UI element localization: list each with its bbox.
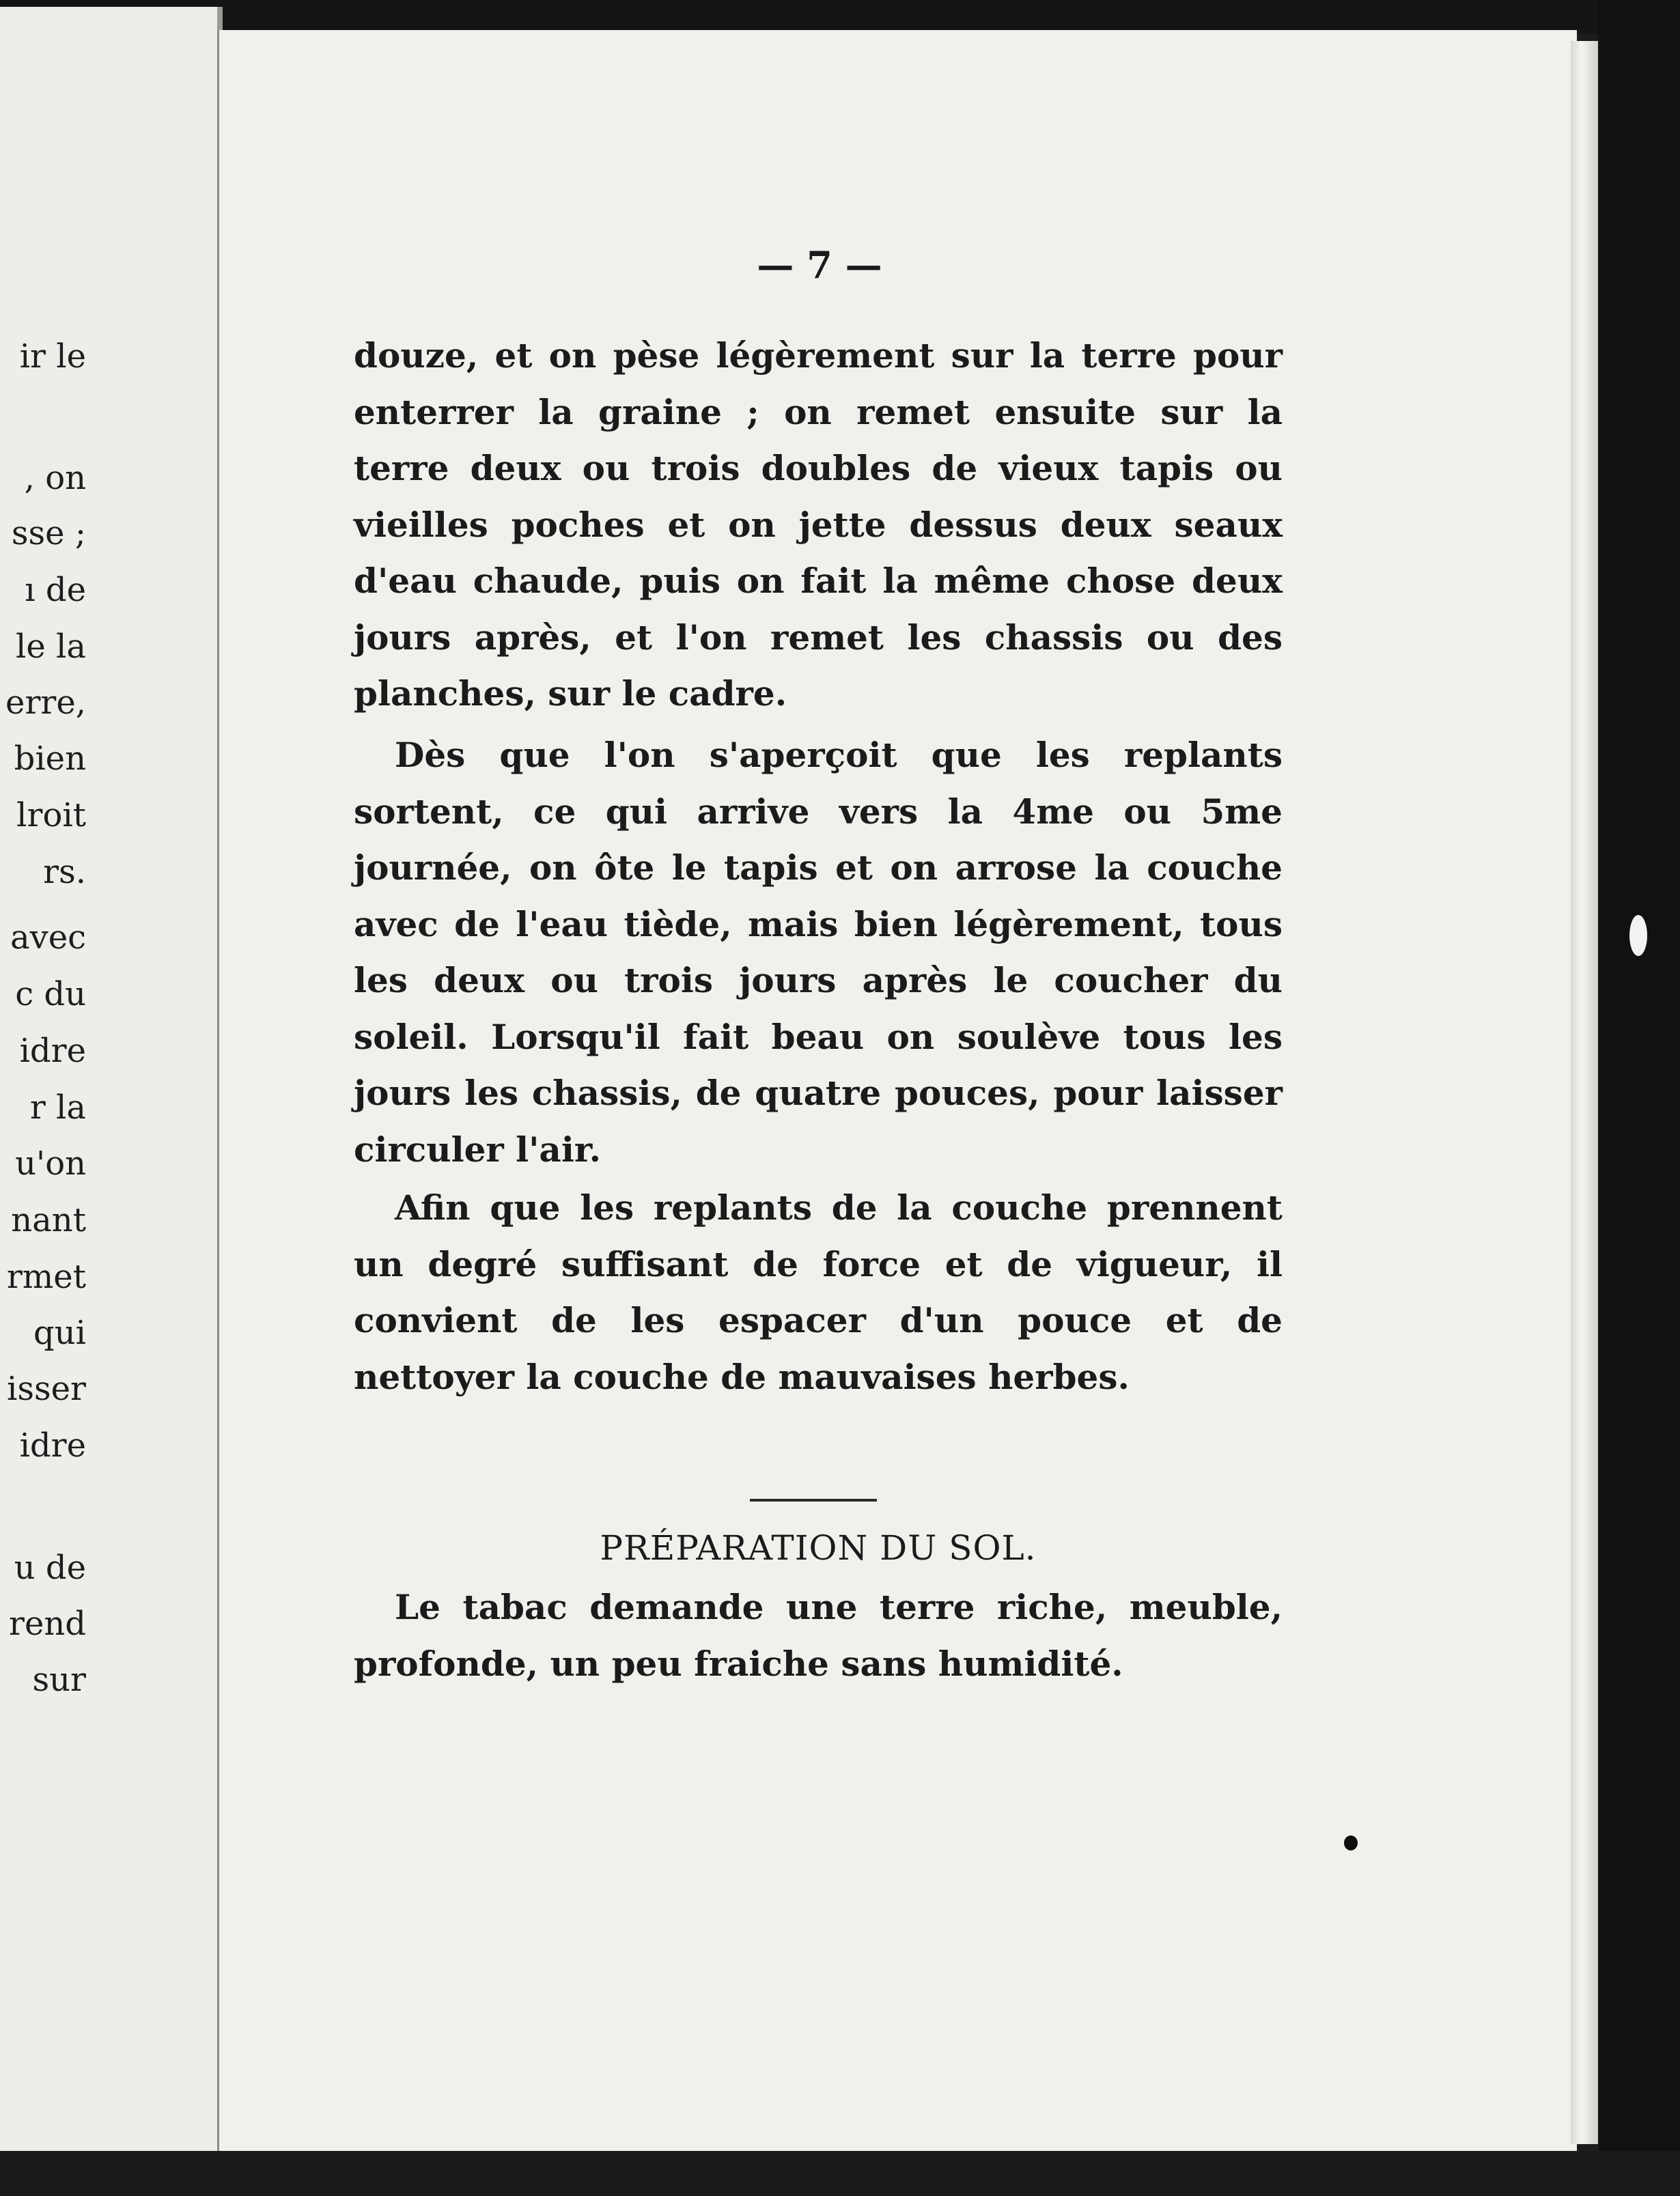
left-page-fragment: , on [24, 459, 86, 497]
left-page-fragment: le la [16, 628, 86, 666]
left-page-fragment: idre [19, 1032, 86, 1070]
scan-border-bottom [0, 2151, 1680, 2196]
scan-border-top [0, 0, 1680, 34]
left-page-fragment: lroit [16, 796, 86, 834]
left-page-fragment: rs. [43, 853, 86, 891]
body-paragraph: Afin que les replants de la couche prennent un degré suffisant de force et de vigueur, il convient de les espacer d'un pouce et de nettoyer la couche de mauvaises herbes. [354, 1187, 1283, 1397]
left-page-fragment: c du [15, 975, 86, 1013]
left-page-fragment: avec [10, 918, 86, 957]
left-page-fragment: isser [7, 1370, 86, 1408]
left-page-fragment: rmet [6, 1258, 86, 1296]
left-page-fragment: sur [32, 1661, 86, 1699]
left-page-fragment: u'on [15, 1144, 86, 1183]
left-page-fragment: qui [33, 1314, 86, 1352]
left-page-fragment: ı de [25, 571, 86, 609]
left-page-fragment: u de [14, 1549, 86, 1587]
page-number: — 7 — [757, 243, 882, 287]
scan-border-right [1598, 0, 1680, 2196]
left-page-fragment: rend [9, 1605, 86, 1643]
left-page-fragment: bien [14, 740, 86, 778]
body-paragraph: Le tabac demande une terre riche, meuble, profonde, un peu fraiche sans humidité. [354, 1587, 1283, 1684]
left-page-fragment: sse ; [11, 514, 86, 552]
left-page-fragment: ir le [19, 337, 86, 376]
ink-speck [1344, 1835, 1358, 1850]
left-page [0, 7, 220, 2192]
left-page-fragment: idre [19, 1426, 86, 1465]
section-heading: PRÉPARATION DU SOL. [600, 1528, 1037, 1568]
left-page-fragment: nant [11, 1201, 86, 1239]
left-page-fragment: erre, [5, 684, 86, 722]
body-paragraph: Dès que l'on s'aperçoit que les replants sortent, ce qui arrive vers la 4me ou 5me journée, on ôte le tapis et on arrose la couche avec de l'eau tiède, mais bien légèrement, tous les deux ou trois jours après le coucher du soleil. Lorsqu'il fait beau on soulève tous les jours les chassis, de quatre pouces, pour laisser circuler l'air. [354, 735, 1283, 1170]
body-paragraph: douze, et on pèse légèrement sur la terre pour enterrer la graine ; on remet ensuite sur la terre deux ou trois doubles de vieux tapis ou vieilles poches et on jette dessus deux seaux d'eau chaude, puis on fait la même chose deux jours après, et l'on remet les chassis ou des planches, sur le cadre. [354, 335, 1283, 714]
left-page-fragment: r la [29, 1088, 86, 1127]
section-divider [750, 1499, 877, 1502]
page-edge [1571, 41, 1598, 2144]
paper-fleck [1629, 915, 1647, 956]
